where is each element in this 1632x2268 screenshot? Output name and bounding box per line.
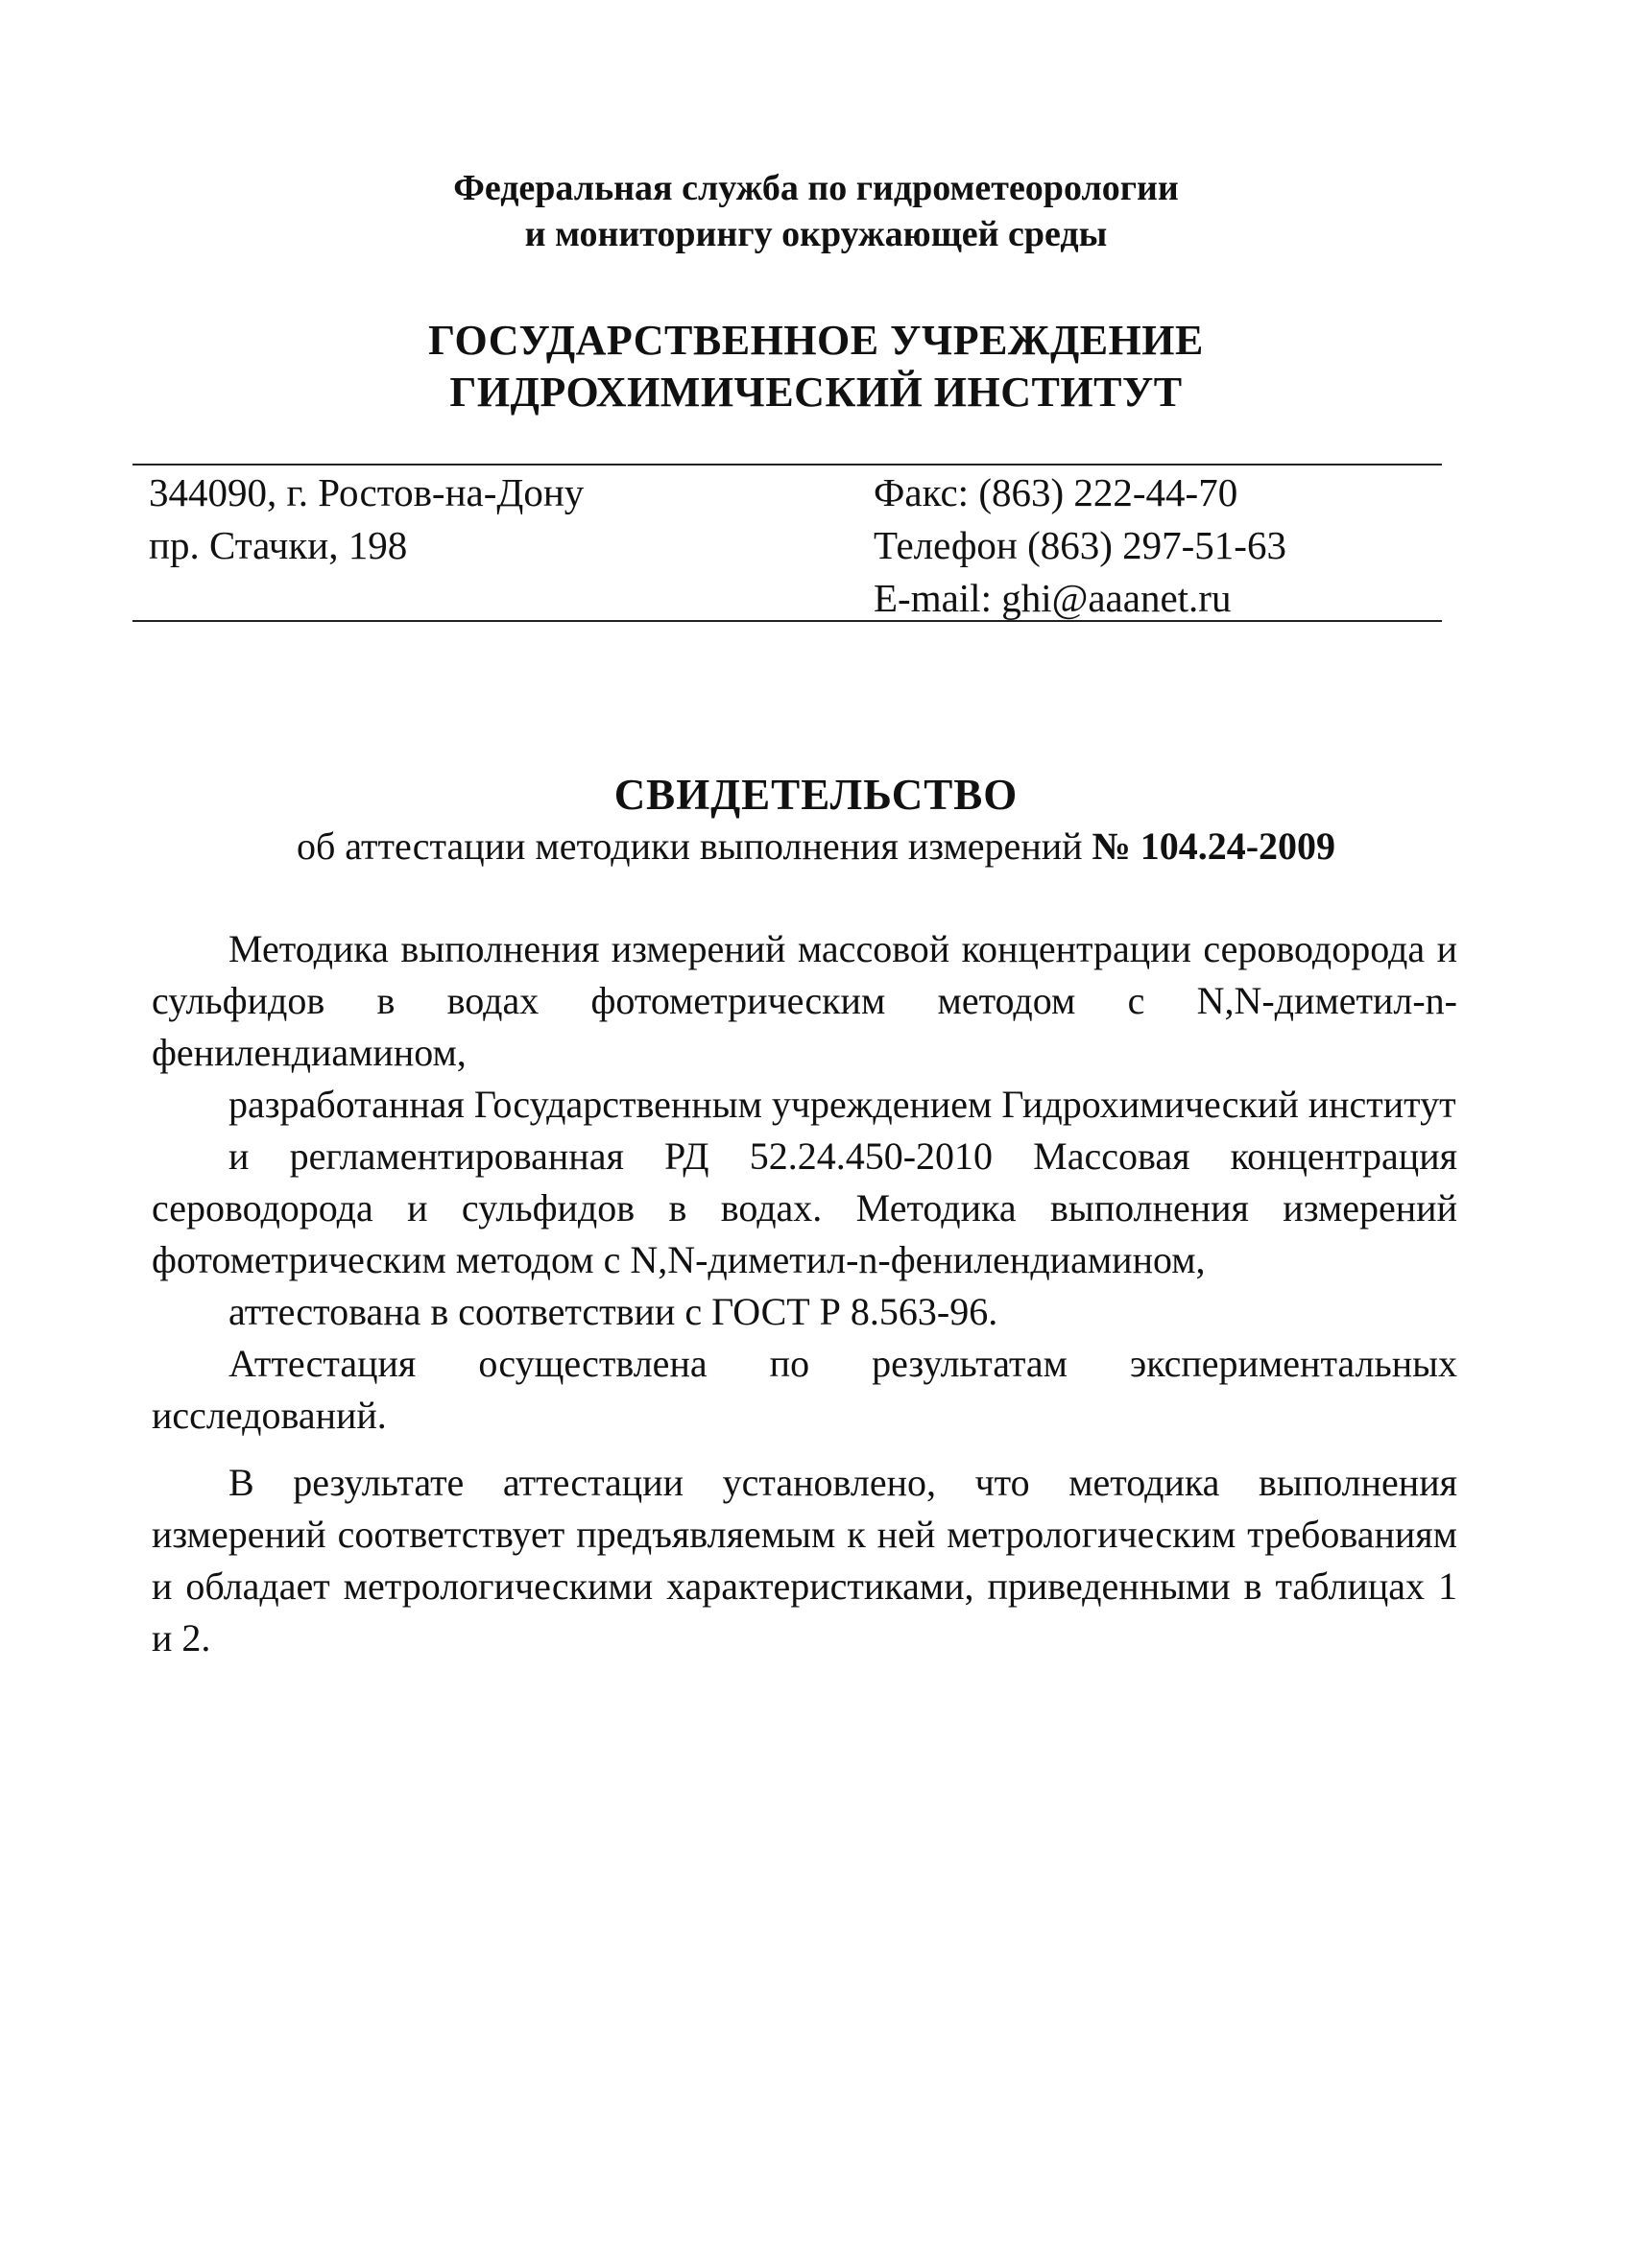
certificate-body [152,923,1457,1664]
contact-info [874,466,1286,625]
paragraph-basis: Аттестация осуществлена по результатам экспериментальных исследований. [152,1342,1457,1437]
paragraph-developer: разработанная Государственным учреждением Гидрохимический институт [228,1083,1456,1126]
top-divider [132,464,1442,466]
paragraph-method-title: Методика выполнения измерений массовой концентрации сероводорода и сульфидов в водах фотометрическим методом с N,N-диметил-n-фенилендиамином, [152,927,1457,1074]
paragraph-conclusion: В результате аттестации установлено, что методика выполнения измерений соответствует предъявляемым к ней метрологическим требованиям и обладает метрологическими характеристиками, приведенными в таблицах 1 и 2. [152,1461,1457,1659]
institute-name-line-2: ГИДРОХИМИЧЕСКИЙ ИНСТИТУТ [449,369,1183,416]
phone-number: Телефон (863) 297-51-63 [874,523,1286,567]
certificate-subtitle [0,822,1632,871]
address-line-1: 344090, г. Ростов-на-Дону [149,470,585,514]
fax-number: Факс: (863) 222-44-70 [874,470,1238,514]
paragraph-attested: аттестована в соответствии с ГОСТ Р 8.563-96. [228,1290,998,1333]
paragraph-regulation: и регламентированная РД 52.24.450-2010 Массовая концентрация сероводорода и сульфидов в водах. Методика выполнения измерений фотометрическим методом с N,N-диметил-n-фенилендиамином, [152,1134,1457,1281]
institute-header [0,315,1632,418]
certificate-subtitle-text: об аттестации методики выполнения измерений [296,824,1092,868]
organization-header [0,165,1632,257]
email-address: E-mail: ghi@aaanet.ru [874,576,1232,620]
certificate-heading [0,768,1632,871]
org-name-line-1: Федеральная служба по гидрометеорологии [453,168,1179,208]
certificate-title: СВИДЕТЕЛЬСТВО [613,771,1019,819]
institute-name-line-1: ГОСУДАРСТВЕННОЕ УЧРЕЖДЕНИЕ [428,317,1204,364]
postal-address [149,466,584,572]
address-line-2: пр. Стачки, 198 [149,523,408,567]
certificate-number: № 104.24-2009 [1092,824,1336,868]
bottom-divider [132,620,1442,622]
org-name-line-2: и мониторингу окружающей среды [524,214,1108,254]
